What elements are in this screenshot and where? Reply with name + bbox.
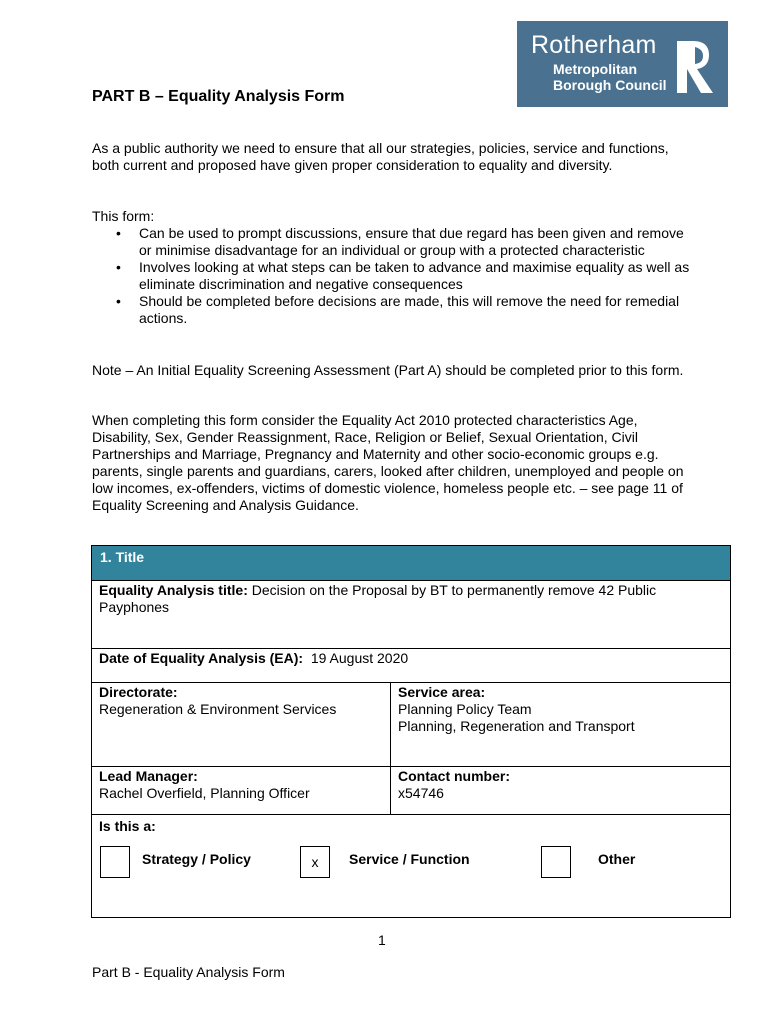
service-area-cell <box>398 684 723 735</box>
contact-number-label: Contact number: <box>398 768 510 784</box>
logo-line-2: Metropolitan <box>553 61 637 77</box>
ea-title-cell <box>99 582 724 616</box>
ea-date-label: Date of Equality Analysis (EA): <box>99 650 304 666</box>
directorate-cell <box>99 684 384 718</box>
divider <box>92 814 730 815</box>
page-footer: Part B - Equality Analysis Form <box>92 964 285 980</box>
is-this-label-text: Is this a: <box>99 818 156 834</box>
ea-title-label: Equality Analysis title: <box>99 582 248 598</box>
guidance-paragraph: When completing this form consider the Equality Act 2010 protected characteristics Age, Disability, Sex, Gender Reassignment, Race, Religion or Belief, Sexual Orientation, Civil Partnerships and Marriage, Pregnancy and Maternity and other socio-economic groups e.g. parents, single parents and guardians, carers, looked after children, unemployed and people on low incomes, ex-offenders, victims of domestic violence, homeless people etc. – see page 11 of Equality Screening and Analysis Guidance. <box>92 412 684 513</box>
lead-manager-label: Lead Manager: <box>99 768 198 784</box>
lead-manager-cell <box>99 768 384 802</box>
strategy-policy-label: Strategy / Policy <box>142 851 251 867</box>
divider <box>92 648 730 649</box>
is-this-label <box>99 818 156 835</box>
page-number: 1 <box>378 932 386 948</box>
contact-number-cell <box>398 768 723 802</box>
directorate-label: Directorate: <box>99 684 178 700</box>
form-purpose-list <box>92 225 692 327</box>
directorate-value[interactable]: Regeneration & Environment Services <box>99 701 337 717</box>
ea-title-value[interactable]: Decision on the Proposal by BT to permanently remove 42 Public Payphones <box>99 582 657 615</box>
other-checkbox[interactable] <box>541 846 571 878</box>
intro-paragraph: As a public authority we need to ensure that all our strategies, policies, service and functions, both current and proposed have given proper consideration to equality and diversity. <box>92 140 669 173</box>
ea-date-cell <box>99 650 724 667</box>
service-function-label: Service / Function <box>349 851 470 867</box>
this-form-label: This form: <box>92 208 155 224</box>
column-divider <box>390 766 391 814</box>
logo-line-1: Rotherham <box>531 31 657 59</box>
service-area-label: Service area: <box>398 684 486 700</box>
equality-analysis-form <box>91 545 731 918</box>
service-area-value-2[interactable]: Planning, Regeneration and Transport <box>398 718 635 734</box>
logo-line-3: Borough Council <box>553 77 667 93</box>
divider <box>92 766 730 767</box>
page-title: PART B – Equality Analysis Form <box>92 88 345 105</box>
section-header-title: 1. Title <box>100 549 145 565</box>
contact-number-value[interactable]: x54746 <box>398 785 444 801</box>
lead-manager-value[interactable]: Rachel Overfield, Planning Officer <box>99 785 310 801</box>
service-area-value-1[interactable]: Planning Policy Team <box>398 701 532 717</box>
list-item: • Should be completed before decisions are made, this will remove the need for remedial actions. <box>92 293 692 327</box>
section-header <box>92 546 730 581</box>
divider <box>92 682 730 683</box>
column-divider <box>390 682 391 774</box>
ea-date-value[interactable]: 19 August 2020 <box>310 650 409 666</box>
list-item: • Can be used to prompt discussions, ensure that due regard has been given and remove or minimise disadvantage for an individual or group with a protected characteristic <box>92 225 692 259</box>
note-paragraph: Note – An Initial Equality Screening Assessment (Part A) should be completed prior to this form. <box>92 362 684 378</box>
strategy-policy-checkbox[interactable] <box>100 846 130 878</box>
council-emblem-icon <box>673 37 717 97</box>
council-logo <box>517 21 728 107</box>
other-label: Other <box>598 851 636 867</box>
service-function-checkbox[interactable]: x <box>300 846 330 878</box>
list-item: • Involves looking at what steps can be taken to advance and maximise equality as well as eliminate discrimination and negative consequences <box>92 259 692 293</box>
